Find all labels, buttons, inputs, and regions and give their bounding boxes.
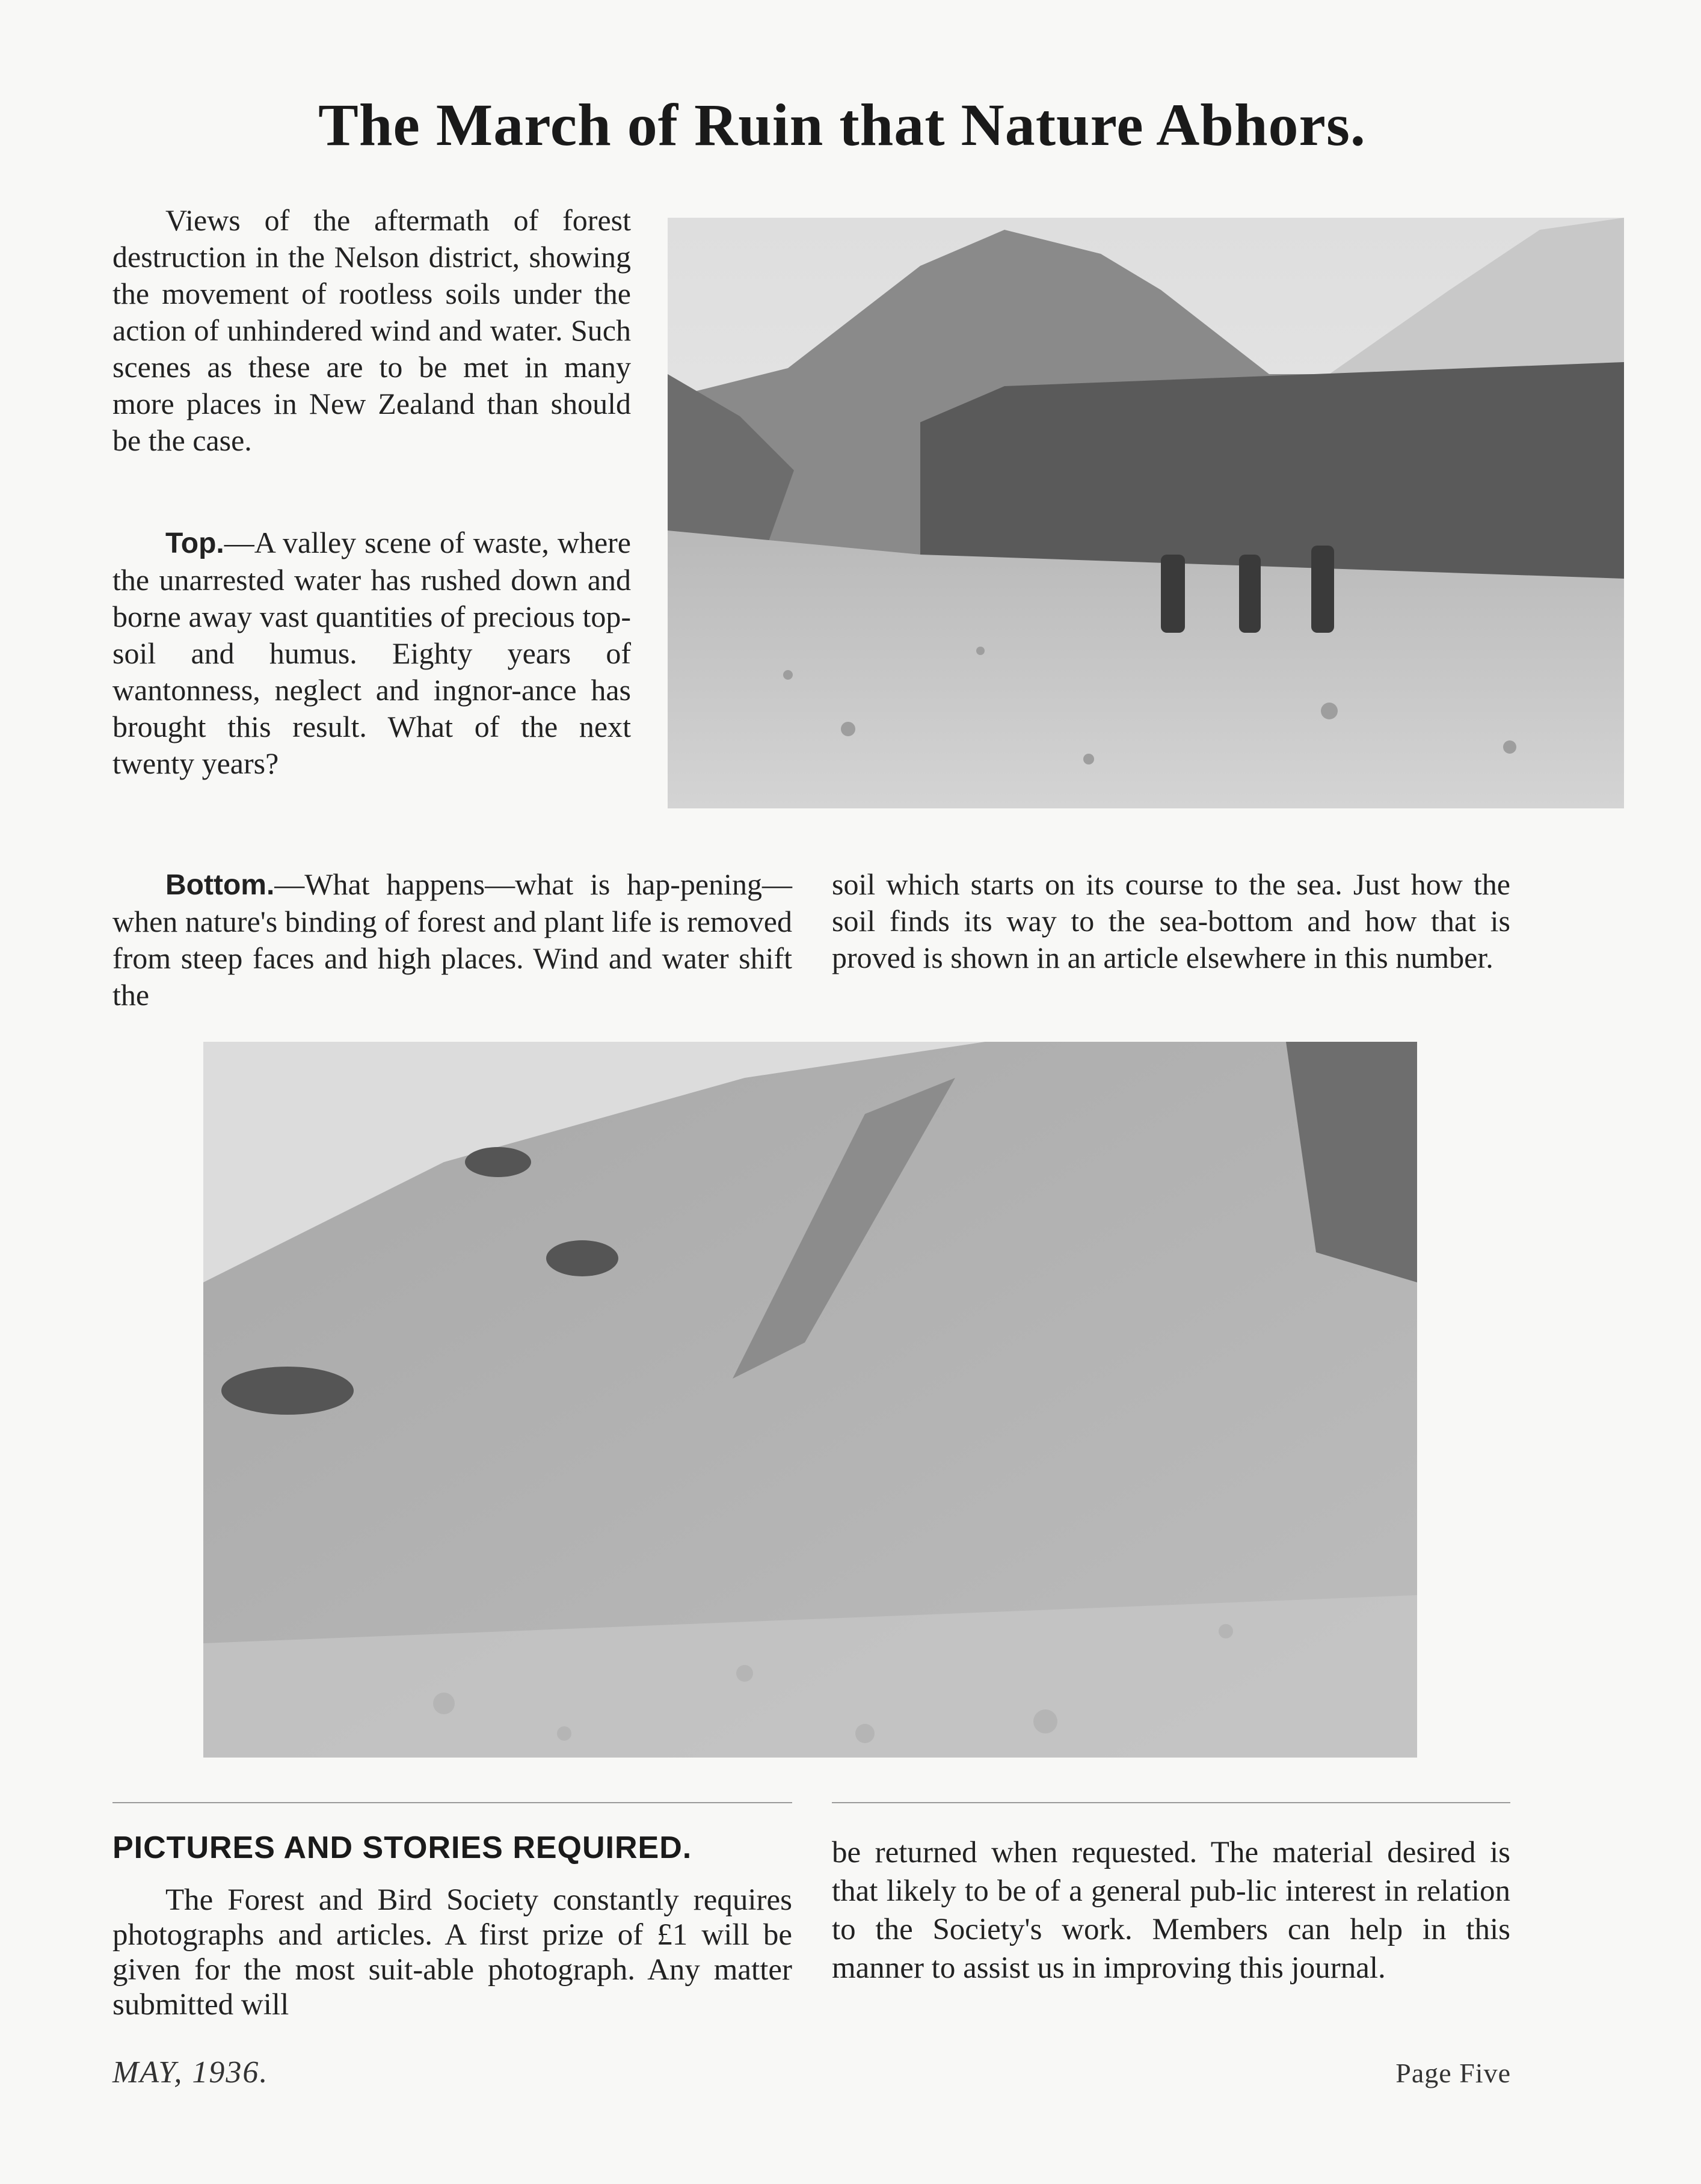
- caption-lead-top: Top.: [165, 528, 224, 559]
- hillside-photo-image: [203, 1042, 1417, 1758]
- hillside-photo: [203, 1042, 1417, 1758]
- section-divider-right: [832, 1802, 1510, 1803]
- notice-text-part-1: The Forest and Bird Society constantly requires photographs and articles. A first prize of £1 will be given for the most suit-able photograph. Any matter submitted will: [112, 1883, 792, 2022]
- bottom-photo-caption-part-1: [112, 866, 792, 1014]
- bottom-photo-caption-part-2: soil which starts on its course to the sea. Just how the soil finds its way to the sea-bottom and how that is proved is shown in an article elsewhere in this number.: [832, 867, 1510, 974]
- page-number: Page Five: [1395, 2058, 1511, 2088]
- valley-photo-image: [668, 218, 1624, 808]
- section-divider-left: [112, 1802, 792, 1803]
- notice-heading: PICTURES AND STORIES REQUIRED.: [112, 1830, 692, 1865]
- top-photo-caption: [112, 524, 631, 782]
- notice-text-part-2: be returned when requested. The material desired is that likely to be of a general pub-lic interest in relation to the Society's work. Members can help in this manner to assist us in improving this journal.: [832, 1836, 1510, 1985]
- caption-text-bottom-a: —What happens—what is hap-pening—when nature's binding of forest and plant life is removed from steep faces and high places. Wind and water shift the: [112, 867, 792, 1012]
- valley-photo: [668, 218, 1624, 808]
- page-title: The March of Ruin that Nature Abhors.: [318, 91, 1366, 158]
- issue-date: MAY, 1936.: [112, 2055, 269, 2090]
- intro-paragraph: Views of the aftermath of forest destruction in the Nelson district, showing the movement of rootless soils under the action of unhindered wind and water. Such scenes as these are to be met in many more places in New Zealand than should be the case.: [112, 203, 631, 457]
- caption-lead-bottom: Bottom.: [165, 869, 275, 901]
- caption-text-top: —A valley scene of waste, where the unarrested water has rushed down and borne away vast quantities of precious top-soil and humus. Eighty years of wantonness, neglect and ingnor-ance has brought this result. What of the next twenty years?: [112, 526, 631, 780]
